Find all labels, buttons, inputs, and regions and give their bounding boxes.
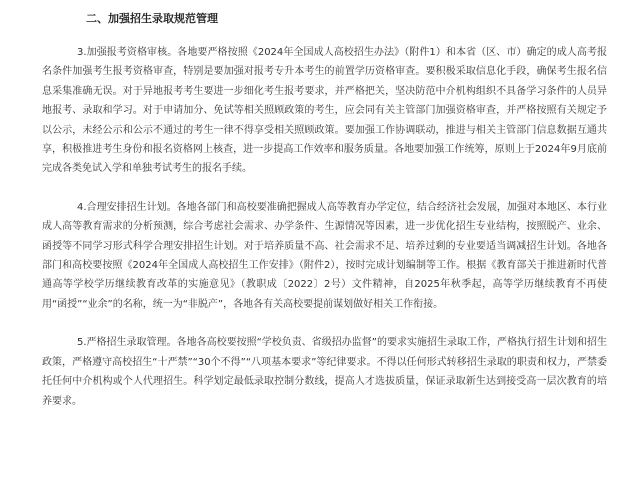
paragraph-3-number: 3. bbox=[77, 47, 87, 58]
paragraph-5-text: 严格招生录取管理。各地各高校要按照“学校负责、省级招办监督”的要求实施招生录取工作，严格执行招生计划和招生政策，严格遵守高校招生“十严禁”“30个不得”“八项基本要求”等纪律要求。不得以任何形式转移招生录取的职责和权力，严禁委托任何中介机构或个人代理招生。科学划定最低录取控制分数线，提高人才选拔质量，保证录取新生达到接受高一层次教育的培养要求。 bbox=[42, 337, 607, 407]
paragraph-4-number: 4. bbox=[77, 201, 87, 213]
paragraph-5 bbox=[42, 333, 607, 411]
paragraph-4-text: 合理安排招生计划。各地各部门和高校要准确把握成人高等教育办学定位，结合经济社会发展，加强对本地区、本行业成人高等教育需求的分析预测，综合考虑社会需求、办学条件、生源情况等因素，进一步优化招生专业结构，按照脱产、业余、函授等不同学习形式科学合理安排招生计划。对于培养质量不高、社会需求不足、培养过剩的专业要适当调减招生计划。各地各部门和高校要按照《2024年全国成人高校招生工作安排》（附件2），按时完成计划编制等工作。根据《教育部关于推进新时代普通高等学校学历继续教育改革的实施意见》（教职成〔2022〕2号）文件精神，自2025年秋季起，高等学历继续教育不再使用“函授”“业余”的名称，统一为“非脱产”，各地各有关高校要提前谋划做好相关工作衔接。 bbox=[42, 201, 607, 310]
paragraph-3 bbox=[42, 43, 607, 179]
paragraph-5-number: 5. bbox=[77, 337, 87, 349]
paragraph-3-text: 加强报考资格审核。各地要严格按照《2024年全国成人高校招生办法》（附件1）和本省（区、市）确定的成人高考报名条件加强考生报考资格审查，特别是要加强对报考专升本考生的前置学历资格审查。要积极采取信息化手段，确保考生报名信息采集准确无误。对于异地报考考生要进一步细化考生报考要求，并严格把关，坚决防范中介机构组织不具备学习条件的人员异地报考、录取和学习。对于申请加分、免试等相关照顾政策的考生，应会同有关主管部门加强资格审查，并严格按照有关规定予以公示，未经公示和公示不通过的考生一律不得享受相关照顾政策。要加强工作协调联动，推进与相关主管部门信息数据互通共享，积极推进考生身份和报名资格网上核查，进一步提高工作效率和服务质量。各地要加强工作统筹，原则上于2024年9月底前完成各类免试入学和单独考试考生的报名手续。 bbox=[42, 47, 607, 175]
paragraph-4 bbox=[42, 198, 607, 314]
section-heading: 二、加强招生录取规范管理 bbox=[86, 12, 218, 25]
